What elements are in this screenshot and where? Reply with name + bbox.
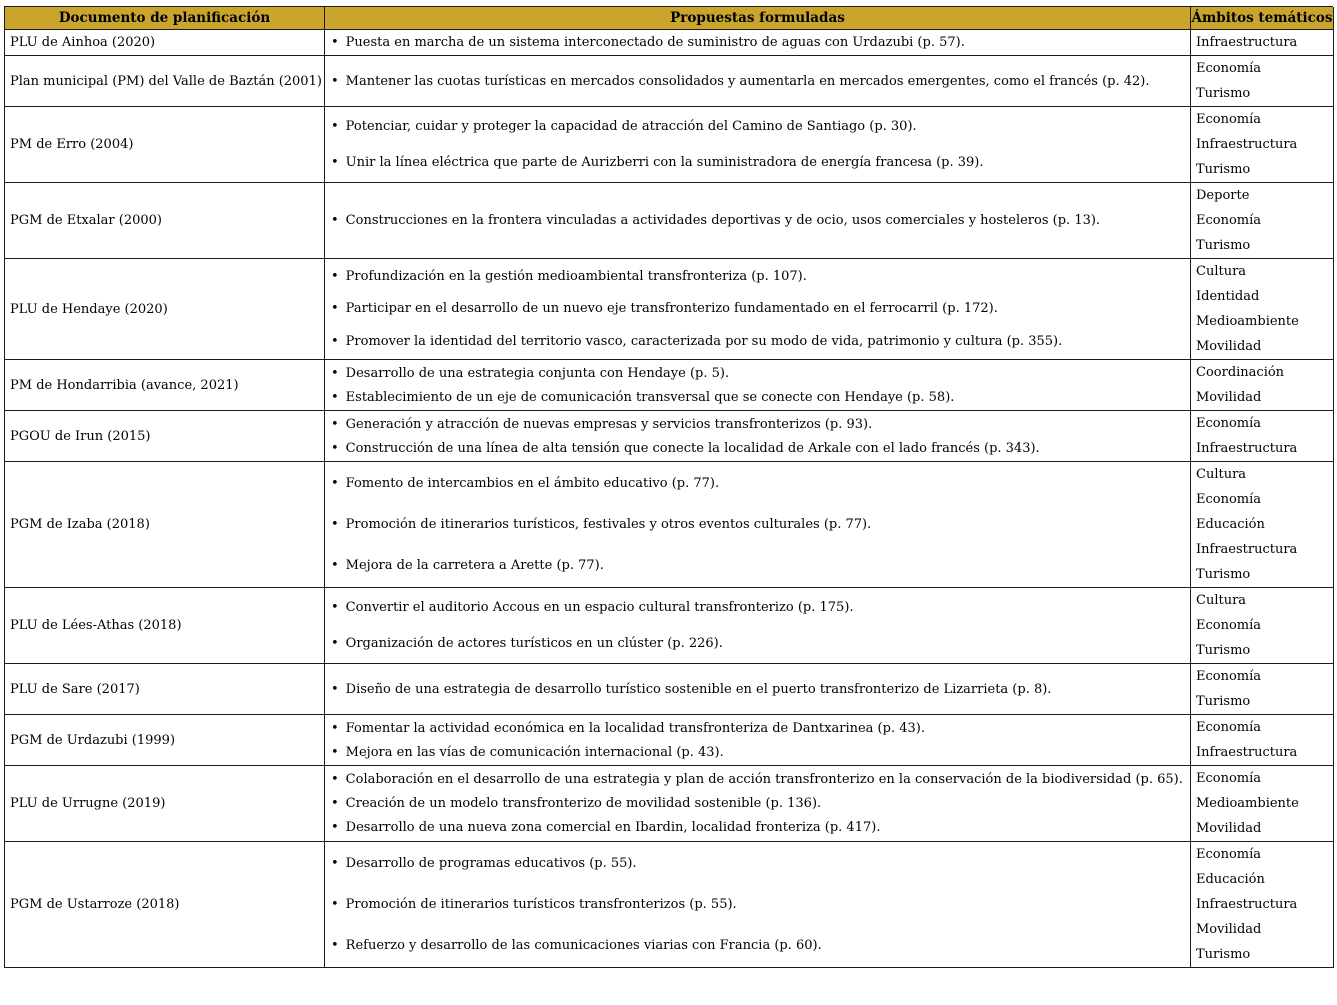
proposal-text: Potenciar, cuidar y proteger la capacidad de atracción del Camino de Santiago (p. 30). [345, 118, 917, 134]
proposals-cell [325, 259, 1191, 360]
proposal-item [331, 35, 1186, 50]
themes-cell [1191, 664, 1334, 715]
theme-item: Turismo [1196, 238, 1251, 253]
proposal-item [331, 938, 1186, 953]
document-cell [5, 56, 325, 107]
proposal-item [331, 517, 1186, 532]
proposal-item [331, 334, 1186, 349]
proposal-text: Desarrollo de una estrategia conjunta con Hendaye (p. 5). [345, 365, 730, 381]
proposal-text: Establecimiento de un eje de comunicación transversal que se conecte con Hendaye (p. 58). [345, 389, 955, 405]
table-row [5, 107, 1333, 183]
theme-item: Turismo [1196, 643, 1251, 658]
document-label: PLU de Sare (2017) [10, 681, 140, 697]
proposal-item [331, 745, 1186, 760]
document-cell [5, 360, 325, 411]
document-label: PLU de Hendaye (2020) [10, 301, 168, 317]
document-cell [5, 259, 325, 360]
header-ambitos: Ámbitos temáticos [1191, 7, 1334, 30]
document-label: PLU de Urrugne (2019) [10, 796, 166, 811]
proposal-item [331, 366, 1186, 381]
theme-item: Medioambiente [1196, 796, 1299, 811]
bullet-icon: • [331, 897, 339, 912]
proposal-text: Organización de actores turísticos en un clúster (p. 226). [345, 636, 723, 652]
proposal-text: Colaboración en el desarrollo de una estrategia y plan de acción transfronterizo en la conservación de la biodiversidad (p. 65). [345, 771, 1183, 787]
theme-item: Turismo [1196, 86, 1251, 101]
theme-item: Identidad [1196, 289, 1260, 304]
theme-item: Infraestructura [1196, 897, 1298, 912]
bullet-icon: • [331, 938, 339, 953]
theme-item: Deporte [1196, 188, 1250, 203]
document-cell [5, 842, 325, 968]
document-label: PM de Hondarribia (avance, 2021) [10, 377, 239, 393]
document-cell [5, 183, 325, 259]
proposal-item [331, 772, 1186, 787]
planning-documents-table [4, 6, 1333, 968]
document-label: PGOU de Irun (2015) [10, 428, 151, 444]
theme-item: Economía [1196, 618, 1262, 633]
document-label: PGM de Etxalar (2000) [10, 213, 163, 228]
theme-item: Movilidad [1196, 821, 1262, 836]
proposals-cell [325, 107, 1191, 183]
proposal-item [331, 721, 1186, 736]
bullet-icon: • [331, 118, 339, 134]
proposals-cell [325, 56, 1191, 107]
theme-item: Economía [1196, 771, 1262, 786]
bullet-icon: • [331, 213, 339, 228]
table-row [5, 259, 1333, 360]
themes-cell [1191, 183, 1334, 259]
theme-item: Movilidad [1196, 390, 1262, 405]
bullet-icon: • [331, 558, 339, 573]
theme-item: Economía [1196, 61, 1262, 76]
themes-cell [1191, 30, 1334, 56]
table-row [5, 588, 1333, 664]
theme-item: Educación [1196, 872, 1265, 887]
theme-item: Turismo [1196, 567, 1251, 582]
document-cell [5, 664, 325, 715]
proposal-item [331, 155, 1186, 170]
themes-cell [1191, 259, 1334, 360]
proposal-item [331, 682, 1186, 697]
proposals-cell [325, 588, 1191, 664]
bullet-icon: • [331, 268, 339, 284]
theme-item: Movilidad [1196, 339, 1262, 354]
proposal-item [331, 600, 1186, 615]
theme-item: Turismo [1196, 694, 1251, 709]
proposal-text: Construcción de una línea de alta tensión que conecte la localidad de Arkale con el lado francés (p. 343). [345, 440, 1040, 456]
theme-item: Educación [1196, 517, 1265, 532]
proposal-item [331, 820, 1186, 835]
document-cell [5, 588, 325, 664]
header-documento: Documento de planificación [5, 7, 325, 30]
proposals-cell [325, 715, 1191, 766]
proposal-item [331, 119, 1186, 134]
proposal-text: Fomento de intercambios en el ámbito educativo (p. 77). [345, 476, 720, 491]
proposal-item [331, 796, 1186, 811]
bullet-icon: • [331, 681, 339, 697]
themes-cell [1191, 107, 1334, 183]
document-cell [5, 766, 325, 842]
themes-cell [1191, 462, 1334, 588]
themes-cell [1191, 588, 1334, 664]
themes-cell [1191, 411, 1334, 462]
proposal-text: Convertir el auditorio Accous en un espacio cultural transfronterizo (p. 175). [345, 599, 854, 615]
proposals-cell [325, 664, 1191, 715]
proposal-text: Desarrollo de una nueva zona comercial en Ibardin, localidad fronteriza (p. 417). [345, 820, 881, 836]
document-cell [5, 411, 325, 462]
theme-item: Economía [1196, 847, 1262, 862]
theme-item: Infraestructura [1196, 441, 1298, 456]
theme-item: Economía [1196, 416, 1262, 431]
document-label: PGM de Urdazubi (1999) [10, 732, 176, 748]
proposal-item [331, 476, 1186, 491]
proposal-text: Generación y atracción de nuevas empresas y servicios transfronterizos (p. 93). [345, 416, 873, 432]
proposal-text: Mejora en las vías de comunicación internacional (p. 43). [345, 744, 724, 760]
bullet-icon: • [331, 856, 339, 871]
theme-item: Infraestructura [1196, 745, 1298, 760]
table-header-row [5, 7, 1333, 30]
proposal-text: Promoción de itinerarios turísticos transfronterizos (p. 55). [345, 897, 737, 912]
table-row [5, 842, 1333, 968]
proposal-text: Promoción de itinerarios turísticos, festivales y otros eventos culturales (p. 77). [345, 517, 872, 532]
bullet-icon: • [331, 517, 339, 532]
bullet-icon: • [331, 795, 339, 811]
document-cell [5, 107, 325, 183]
table-row [5, 715, 1333, 766]
proposal-text: Promover la identidad del territorio vasco, caracterizada por su modo de vida, patrimonio y cultura (p. 355). [345, 334, 1063, 350]
proposal-text: Fomentar la actividad económica en la localidad transfronteriza de Dantxarinea (p. 43). [345, 720, 925, 736]
proposal-item [331, 269, 1186, 284]
theme-item: Cultura [1196, 593, 1247, 608]
proposals-cell [325, 183, 1191, 259]
theme-item: Cultura [1196, 264, 1247, 279]
theme-item: Medioambiente [1196, 314, 1299, 329]
table-row [5, 462, 1333, 588]
bullet-icon: • [331, 720, 339, 736]
themes-cell [1191, 360, 1334, 411]
theme-item: Turismo [1196, 947, 1251, 962]
proposal-text: Construcciones en la frontera vinculadas a actividades deportivas y de ocio, usos comerciales y hosteleros (p. 13). [345, 213, 1101, 228]
themes-cell [1191, 766, 1334, 842]
bullet-icon: • [331, 301, 339, 317]
proposals-cell [325, 766, 1191, 842]
theme-item: Economía [1196, 492, 1262, 507]
proposal-item [331, 301, 1186, 316]
bullet-icon: • [331, 771, 339, 787]
proposal-text: Creación de un modelo transfronterizo de movilidad sostenible (p. 136). [345, 795, 822, 811]
proposal-item [331, 213, 1186, 228]
proposal-item [331, 558, 1186, 573]
proposal-item [331, 636, 1186, 651]
proposals-cell [325, 30, 1191, 56]
theme-item: Cultura [1196, 467, 1247, 482]
bullet-icon: • [331, 389, 339, 405]
proposals-cell [325, 360, 1191, 411]
proposal-item [331, 390, 1186, 405]
proposal-text: Refuerzo y desarrollo de las comunicaciones viarias con Francia (p. 60). [345, 938, 822, 953]
proposals-cell [325, 411, 1191, 462]
table-row [5, 664, 1333, 715]
proposal-text: Mantener las cuotas turísticas en mercados consolidados y aumentarla en mercados emergentes, como el francés (p. 42). [345, 73, 1150, 89]
document-label: PLU de Lées-Athas (2018) [10, 618, 182, 633]
proposal-item [331, 417, 1186, 432]
document-label: Plan municipal (PM) del Valle de Baztán (2001) [10, 73, 322, 89]
proposal-item [331, 441, 1186, 456]
themes-cell [1191, 842, 1334, 968]
bullet-icon: • [331, 365, 339, 381]
table-row [5, 360, 1333, 411]
proposals-cell [325, 462, 1191, 588]
document-label: PLU de Ainhoa (2020) [10, 35, 156, 50]
proposals-cell [325, 842, 1191, 968]
theme-item: Turismo [1196, 162, 1251, 177]
theme-item: Economía [1196, 112, 1262, 127]
bullet-icon: • [331, 155, 339, 171]
theme-item: Infraestructura [1196, 137, 1298, 152]
bullet-icon: • [331, 744, 339, 760]
document-label: PGM de Izaba (2018) [10, 517, 150, 532]
bullet-icon: • [331, 476, 339, 491]
bullet-icon: • [331, 440, 339, 456]
proposal-text: Puesta en marcha de un sistema interconectado de suministro de aguas con Urdazubi (p. 57). [345, 35, 965, 50]
theme-item: Infraestructura [1196, 542, 1298, 557]
table-row [5, 183, 1333, 259]
proposal-text: Desarrollo de programas educativos (p. 55). [345, 856, 637, 871]
bullet-icon: • [331, 599, 339, 615]
theme-item: Economía [1196, 669, 1262, 684]
bullet-icon: • [331, 636, 339, 652]
table-row [5, 411, 1333, 462]
proposal-text: Mejora de la carretera a Arette (p. 77). [345, 558, 604, 573]
document-cell [5, 715, 325, 766]
themes-cell [1191, 715, 1334, 766]
document-cell [5, 30, 325, 56]
proposal-text: Diseño de una estrategia de desarrollo turístico sostenible en el puerto transfronterizo de Lizarrieta (p. 8). [345, 681, 1052, 697]
document-label: PGM de Ustarroze (2018) [10, 897, 180, 912]
document-cell [5, 462, 325, 588]
table-row [5, 30, 1333, 56]
proposal-text: Participar en el desarrollo de un nuevo eje transfronterizo fundamentado en el ferrocarril (p. 172). [345, 301, 998, 317]
proposal-item [331, 897, 1186, 912]
header-propuestas: Propuestas formuladas [325, 7, 1191, 30]
table-row [5, 56, 1333, 107]
table-row [5, 766, 1333, 842]
document-label: PM de Erro (2004) [10, 137, 134, 152]
proposal-text: Unir la línea eléctrica que parte de Aurizberri con la suministradora de energía francesa (p. 39). [345, 155, 984, 171]
theme-item: Movilidad [1196, 922, 1262, 937]
theme-item: Coordinación [1196, 365, 1285, 380]
proposal-item [331, 856, 1186, 871]
bullet-icon: • [331, 820, 339, 836]
table-body [5, 30, 1333, 968]
proposal-text: Profundización en la gestión medioambiental transfronteriza (p. 107). [345, 268, 807, 284]
theme-item: Economía [1196, 213, 1262, 228]
bullet-icon: • [331, 73, 339, 89]
theme-item: Infraestructura [1196, 35, 1298, 50]
proposal-item [331, 74, 1186, 89]
bullet-icon: • [331, 416, 339, 432]
bullet-icon: • [331, 334, 339, 350]
theme-item: Economía [1196, 720, 1262, 735]
bullet-icon: • [331, 35, 339, 50]
themes-cell [1191, 56, 1334, 107]
